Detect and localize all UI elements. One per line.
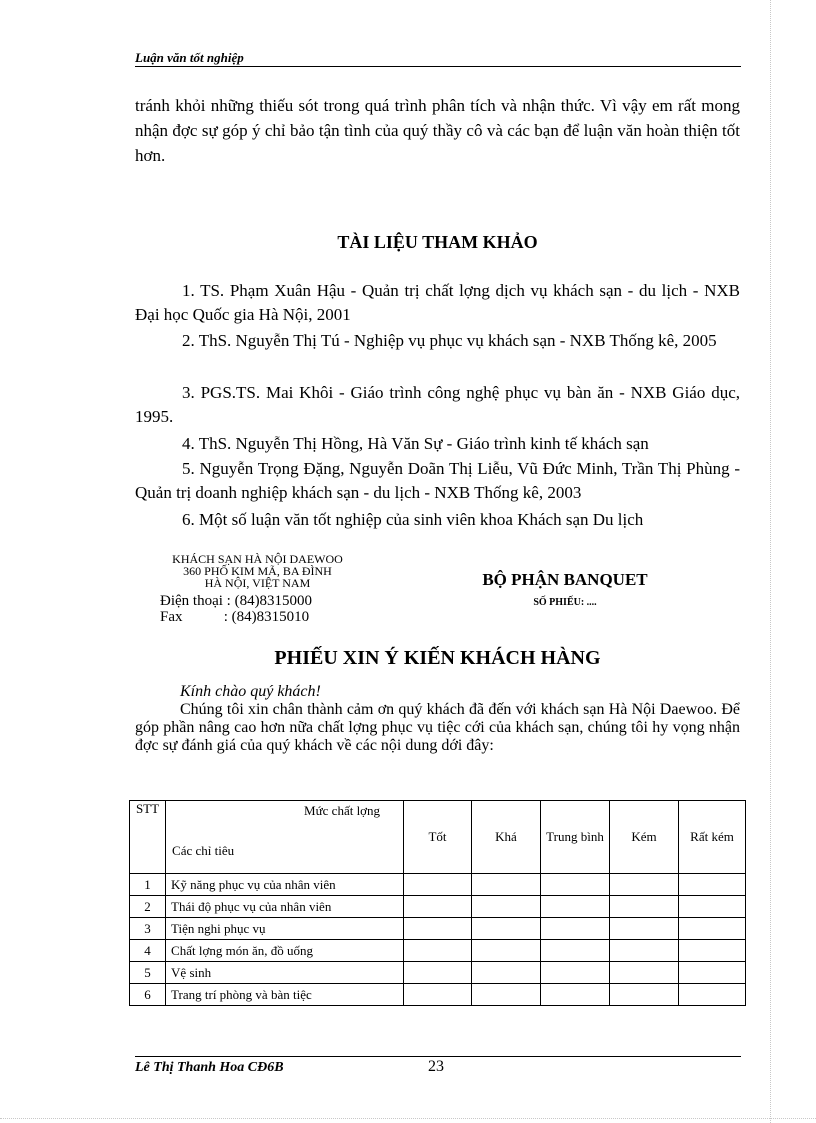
department-title: BỘ PHẬN BANQUET <box>482 570 648 589</box>
rating-header-very-poor: Rất kém <box>679 801 746 874</box>
footer-divider <box>135 1056 741 1057</box>
rating-cell[interactable] <box>404 984 472 1006</box>
row-stt: 4 <box>130 940 166 962</box>
rating-cell[interactable] <box>404 918 472 940</box>
page-number: 23 <box>428 1058 444 1075</box>
table-row <box>130 918 746 940</box>
rating-cell[interactable] <box>679 874 746 896</box>
reference-item-4: 4. ThS. Nguyễn Thị Hồng, Hà Văn Sự - Giáo trình kinh tế khách sạn <box>182 434 649 453</box>
rating-cell[interactable] <box>610 984 679 1006</box>
rating-cell[interactable] <box>541 962 610 984</box>
row-criterion: Chất lợng món ăn, đồ uống <box>166 940 404 962</box>
rating-cell[interactable] <box>471 918 540 940</box>
rating-header-poor: Kém <box>610 801 679 874</box>
form-intro: Chúng tôi xin chân thành cảm ơn quý khách đã đến với khách sạn Hà Nội Daewoo. Để góp phần nâng cao hơn nữa chất lợng phục vụ tiệc cới của khách sạn, chúng tôi hy vọng nhận đợc sự đánh giá của quý khách về các nội dung dới đây: <box>135 701 740 754</box>
rating-cell[interactable] <box>541 896 610 918</box>
header-stt: STT <box>130 801 166 874</box>
header-criteria-label: Các chỉ tiêu <box>172 843 235 858</box>
margin-guide-vertical <box>770 0 771 1123</box>
rating-cell[interactable] <box>471 896 540 918</box>
row-stt: 3 <box>130 918 166 940</box>
rating-cell[interactable] <box>679 962 746 984</box>
rating-cell[interactable] <box>610 896 679 918</box>
rating-header-good: Tốt <box>404 801 472 874</box>
row-stt: 6 <box>130 984 166 1006</box>
hotel-phone: Điện thoại : (84)8315000 <box>160 593 313 609</box>
rating-cell[interactable] <box>679 984 746 1006</box>
form-title: PHIẾU XIN Ý KIẾN KHÁCH HÀNG <box>274 647 601 669</box>
greeting: Kính chào quý khách! <box>180 683 321 700</box>
rating-cell[interactable] <box>679 896 746 918</box>
row-criterion: Kỹ năng phục vụ của nhân viên <box>166 874 404 896</box>
rating-cell[interactable] <box>679 918 746 940</box>
reference-item-3: 3. PGS.TS. Mai Khôi - Giáo trình công nghệ phục vụ bàn ăn - NXB Giáo dục, 1995. <box>135 383 740 426</box>
rating-cell[interactable] <box>541 940 610 962</box>
rating-cell[interactable] <box>541 874 610 896</box>
row-criterion: Thái độ phục vụ của nhân viên <box>166 896 404 918</box>
table-row <box>130 896 746 918</box>
rating-cell[interactable] <box>541 918 610 940</box>
footer-author: Lê Thị Thanh Hoa CĐ6B <box>135 1060 284 1075</box>
margin-guide-horizontal <box>0 1118 816 1119</box>
header-quality-label: Mức chất lợng <box>304 803 381 818</box>
header-divider <box>135 66 741 67</box>
reference-item-6: 6. Một số luận văn tốt nghiệp của sinh viên khoa Khách sạn Du lịch <box>182 510 644 529</box>
survey-table <box>129 800 746 1006</box>
table-row <box>130 874 746 896</box>
rating-cell[interactable] <box>471 940 540 962</box>
row-stt: 1 <box>130 874 166 896</box>
reference-item-1: 1. TS. Phạm Xuân Hậu - Quản trị chất lợng dịch vụ khách sạn - du lịch - NXB Đại học Quốc gia Hà Nội, 2001 <box>135 281 740 324</box>
table-row <box>130 984 746 1006</box>
hotel-address-line1: 360 PHỐ KIM MÃ, BA ĐÌNH <box>183 564 332 578</box>
rating-cell[interactable] <box>471 984 540 1006</box>
rating-cell[interactable] <box>541 984 610 1006</box>
row-criterion: Tiện nghi phục vụ <box>166 918 404 940</box>
rating-header-average: Trung bình <box>541 801 610 874</box>
header-title: Luận văn tốt nghiệp <box>135 50 244 65</box>
rating-cell[interactable] <box>610 918 679 940</box>
rating-cell[interactable] <box>404 962 472 984</box>
rating-cell[interactable] <box>679 940 746 962</box>
rating-header-fair: Khá <box>471 801 540 874</box>
reference-item-5: 5. Nguyễn Trọng Đặng, Nguyễn Doãn Thị Liễu, Vũ Đức Minh, Trần Thị Phùng - Quản trị doanh nghiệp khách sạn - du lịch - NXB Thống kê, 2003 <box>135 459 740 502</box>
row-criterion: Trang trí phòng và bàn tiệc <box>166 984 404 1006</box>
rating-cell[interactable] <box>471 962 540 984</box>
rating-cell[interactable] <box>404 940 472 962</box>
rating-cell[interactable] <box>610 940 679 962</box>
rating-cell[interactable] <box>610 874 679 896</box>
table-row <box>130 940 746 962</box>
hotel-address-line2: HÀ NỘI, VIỆT NAM <box>204 576 311 590</box>
rating-cell[interactable] <box>471 874 540 896</box>
conclusion-paragraph: tránh khỏi những thiếu sót trong quá trình phân tích và nhận thức. Vì vậy em rất mong nhận đợc sự góp ý chỉ bảo tận tình của quý thầy cô và các bạn để luận văn hoàn thiện tốt hơn. <box>135 96 740 165</box>
hotel-fax: Fax : (84)8315010 <box>160 609 310 625</box>
hotel-name: KHÁCH SẠN HÀ NỘI DAEWOO <box>172 552 343 566</box>
reference-item-2: 2. ThS. Nguyễn Thị Tú - Nghiệp vụ phục vụ khách sạn - NXB Thống kê, 2005 <box>182 331 717 350</box>
rating-cell[interactable] <box>404 896 472 918</box>
rating-cell[interactable] <box>404 874 472 896</box>
rating-cell[interactable] <box>610 962 679 984</box>
table-row <box>130 962 746 984</box>
references-heading: TÀI LIỆU THAM KHẢO <box>337 232 538 252</box>
row-criterion: Vệ sinh <box>166 962 404 984</box>
hotel-block <box>150 553 365 589</box>
header-criteria-cell <box>166 801 404 874</box>
row-stt: 5 <box>130 962 166 984</box>
slip-number: SỐ PHIẾU: .... <box>533 597 597 608</box>
row-stt: 2 <box>130 896 166 918</box>
